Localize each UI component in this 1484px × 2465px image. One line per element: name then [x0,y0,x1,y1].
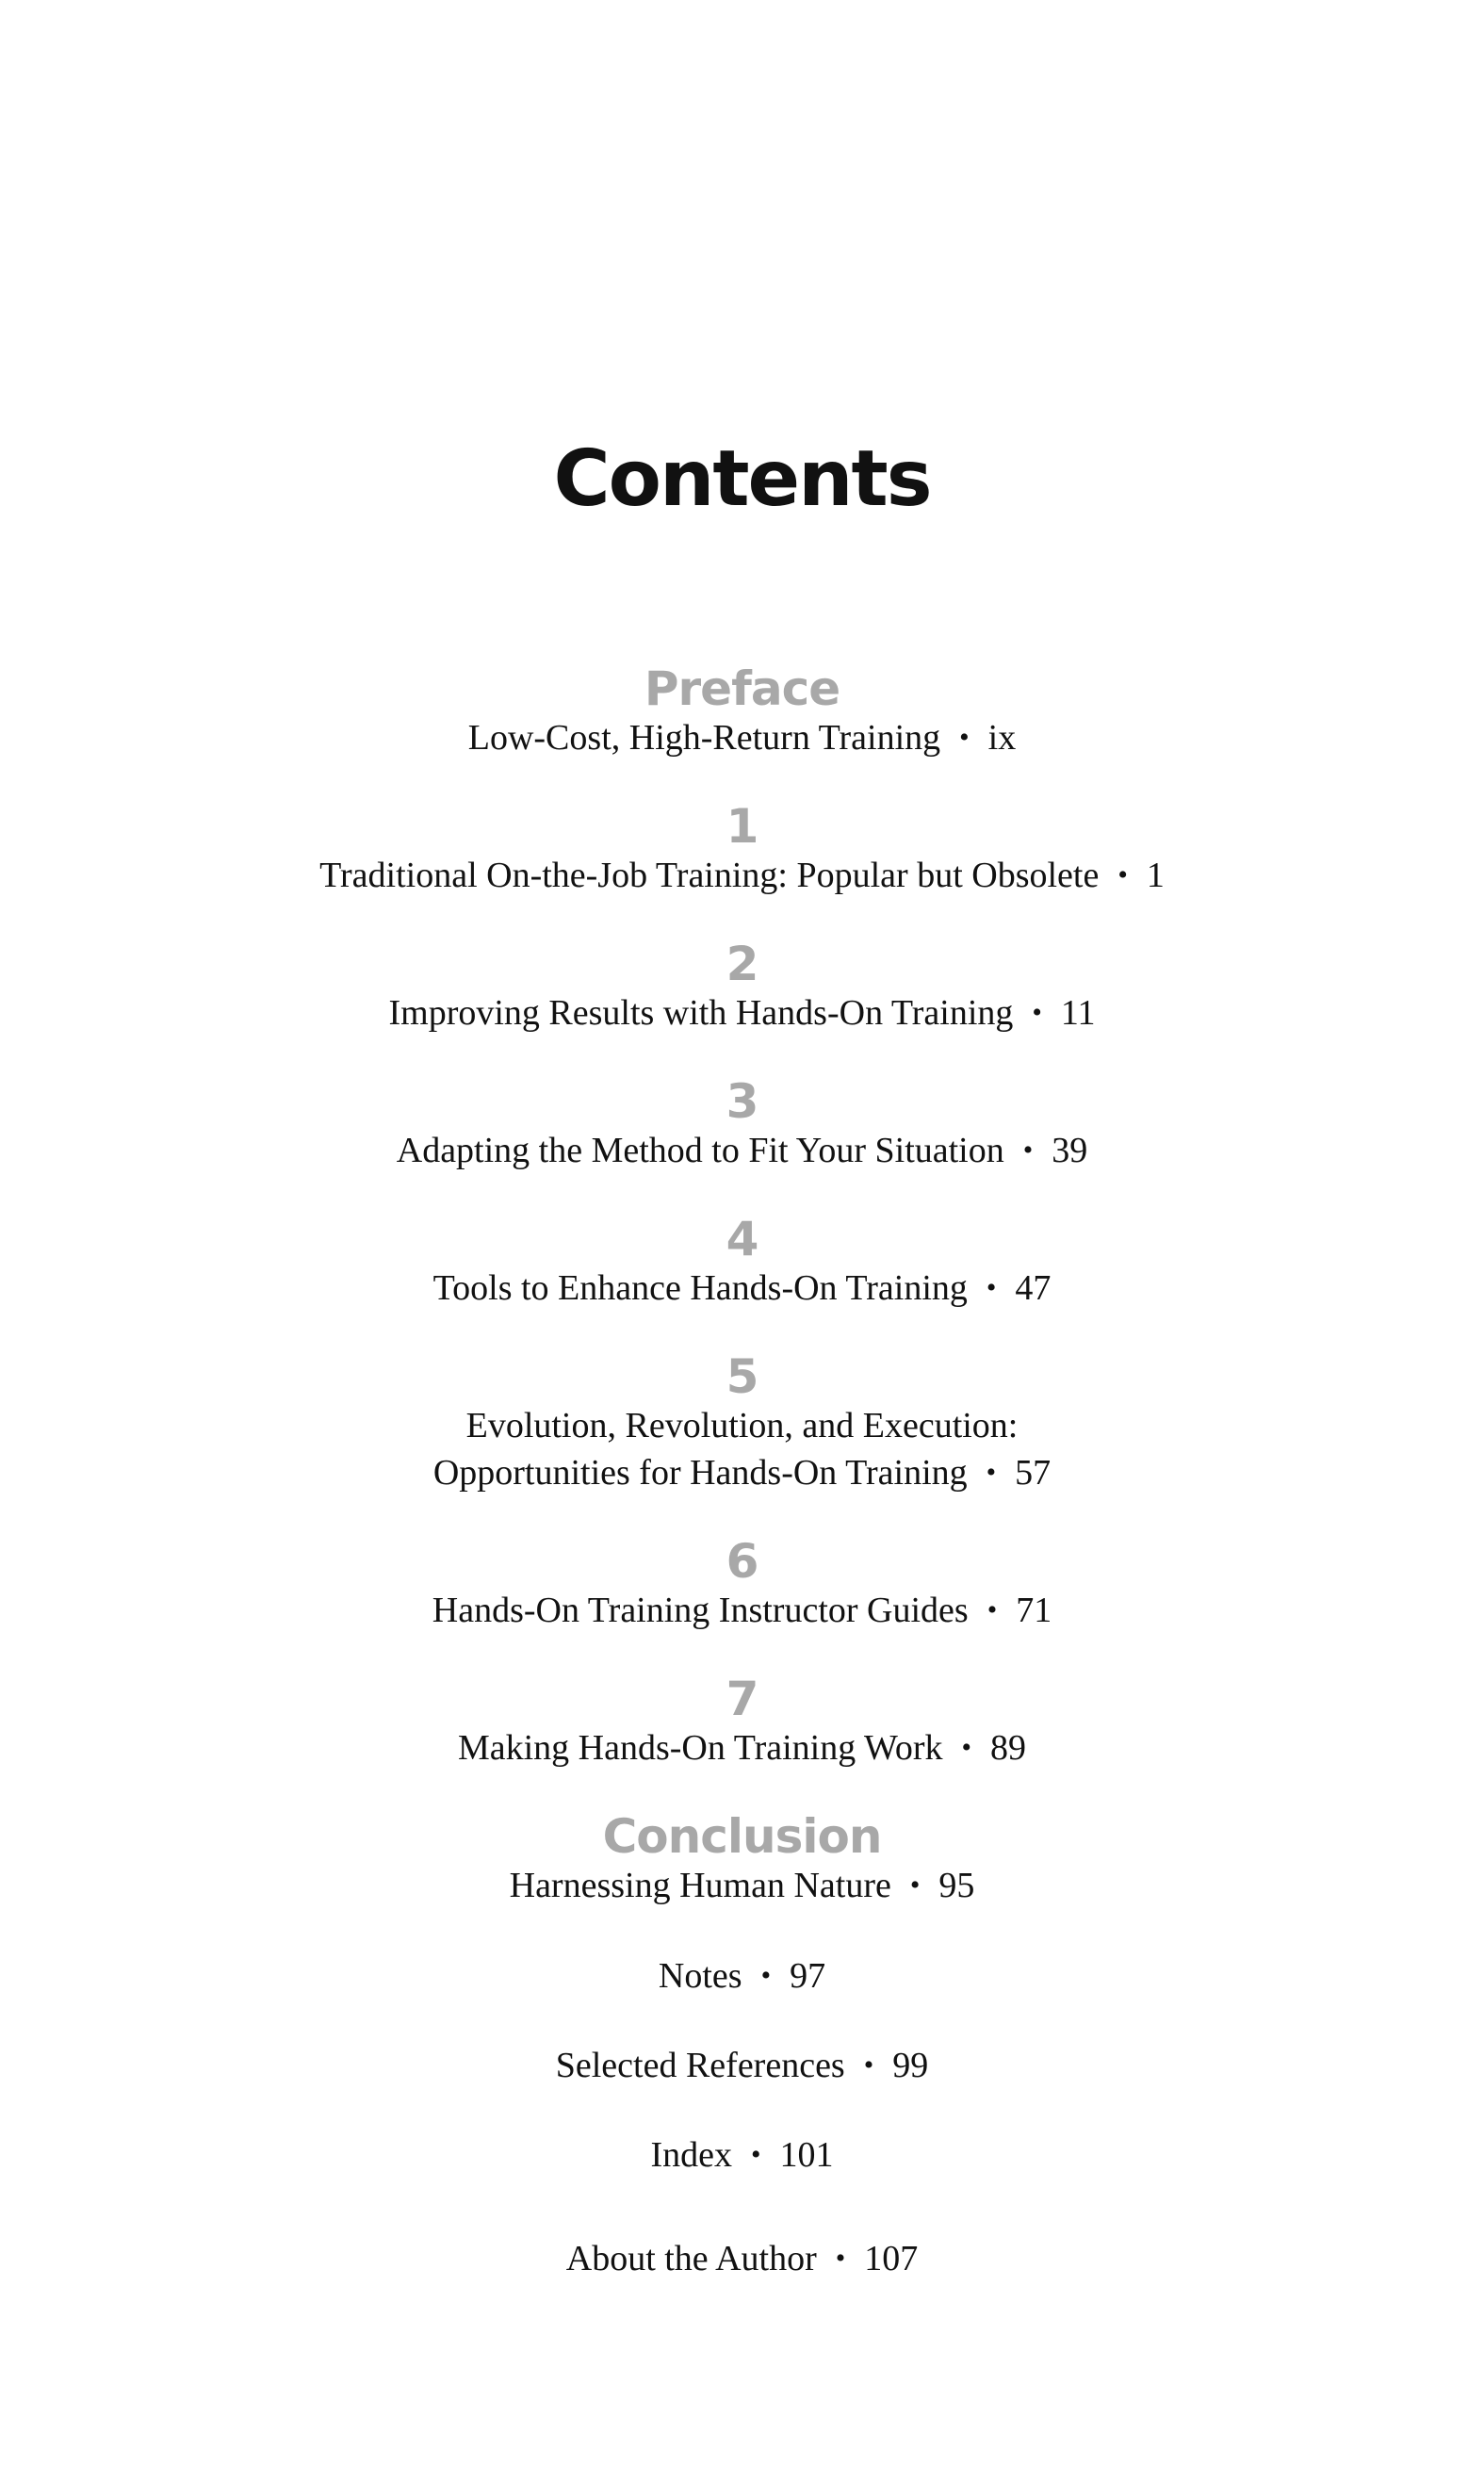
section-label-chapter-4: 4 [726,1212,758,1266]
toc-entry-page: 47 [1015,1268,1052,1308]
toc-entry-page: 57 [1015,1453,1052,1493]
bullet-separator: • [987,1594,998,1625]
toc-entry-title: Low-Cost, High-Return Training [467,718,941,758]
toc-entry-title: Tools to Enhance Hands-On Training [432,1268,968,1308]
section-label-chapter-1: 1 [726,799,758,854]
toc-entry-title: Improving Results with Hands-On Training [388,993,1014,1033]
section-label-chapter-2: 2 [726,937,758,991]
toc-entry-page: 71 [1016,1591,1052,1630]
bullet-separator: • [835,2243,846,2274]
toc-entry-title: Index [650,2135,732,2175]
bullet-separator: • [986,1272,997,1303]
toc-entry-chapter-2 [0,989,1484,1037]
toc-entry-chapter-3 [0,1127,1484,1174]
toc-entry-chapter-7 [0,1724,1484,1771]
toc-entry-preface [0,714,1484,761]
toc-entry-title: Opportunities for Hands-On Training [432,1453,968,1493]
toc-entry-page: 95 [938,1866,975,1905]
toc-entry-page: 39 [1052,1131,1088,1170]
section-label-chapter-6: 6 [726,1534,758,1589]
toc-entry-about-the-author [0,2235,1484,2282]
toc-entry-page: 99 [892,2046,929,2085]
toc-entry-title: Traditional On-the-Job Training: Popular but Obsolete [319,856,1100,895]
toc-entry-title: Harnessing Human Nature [509,1866,891,1905]
bullet-separator: • [751,2139,761,2170]
page-title: Contents [553,434,931,524]
toc-entry-chapter-1 [0,852,1484,899]
section-label-conclusion: Conclusion [602,1809,882,1864]
toc-entry-page: 1 [1146,856,1165,895]
bullet-separator: • [760,1960,772,1991]
bullet-separator: • [863,2049,874,2081]
bullet-separator: • [909,1869,921,1901]
toc-entry-page: 11 [1060,993,1096,1033]
toc-entry-title: About the Author [565,2239,817,2278]
bullet-separator: • [959,722,970,753]
section-label-chapter-7: 7 [726,1672,758,1726]
toc-entry-chapter-4 [0,1265,1484,1312]
section-label-preface: Preface [644,661,840,716]
toc-entry-index [0,2131,1484,2179]
toc-entry-title: Selected References [555,2046,845,2085]
toc-entry-title-line1: Evolution, Revolution, and Execution: [465,1406,1019,1445]
bullet-separator: • [1032,997,1042,1028]
toc-entry-page: 89 [990,1728,1027,1768]
toc-entry-page: 107 [864,2239,919,2278]
toc-entry-chapter-6 [0,1587,1484,1634]
section-label-chapter-5: 5 [726,1349,758,1404]
toc-entry-chapter-5 [0,1402,1484,1496]
toc-entry-selected-references [0,2042,1484,2089]
toc-entry-title: Making Hands-On Training Work [457,1728,943,1768]
toc-entry-title: Hands-On Training Instructor Guides [432,1591,969,1630]
section-label-chapter-3: 3 [726,1074,758,1129]
toc-entry-title: Notes [658,1956,742,1996]
bullet-separator: • [1022,1135,1034,1166]
toc-entry-notes [0,1952,1484,2000]
toc-entry-conclusion [0,1862,1484,1909]
toc-entry-page: 97 [790,1956,826,1996]
toc-entry-title: Adapting the Method to Fit Your Situation [396,1131,1004,1170]
toc-entry-page: ix [987,718,1017,758]
bullet-separator: • [1117,859,1128,890]
bullet-separator: • [986,1457,997,1488]
bullet-separator: • [961,1732,972,1763]
toc-entry-page: 101 [779,2135,834,2175]
